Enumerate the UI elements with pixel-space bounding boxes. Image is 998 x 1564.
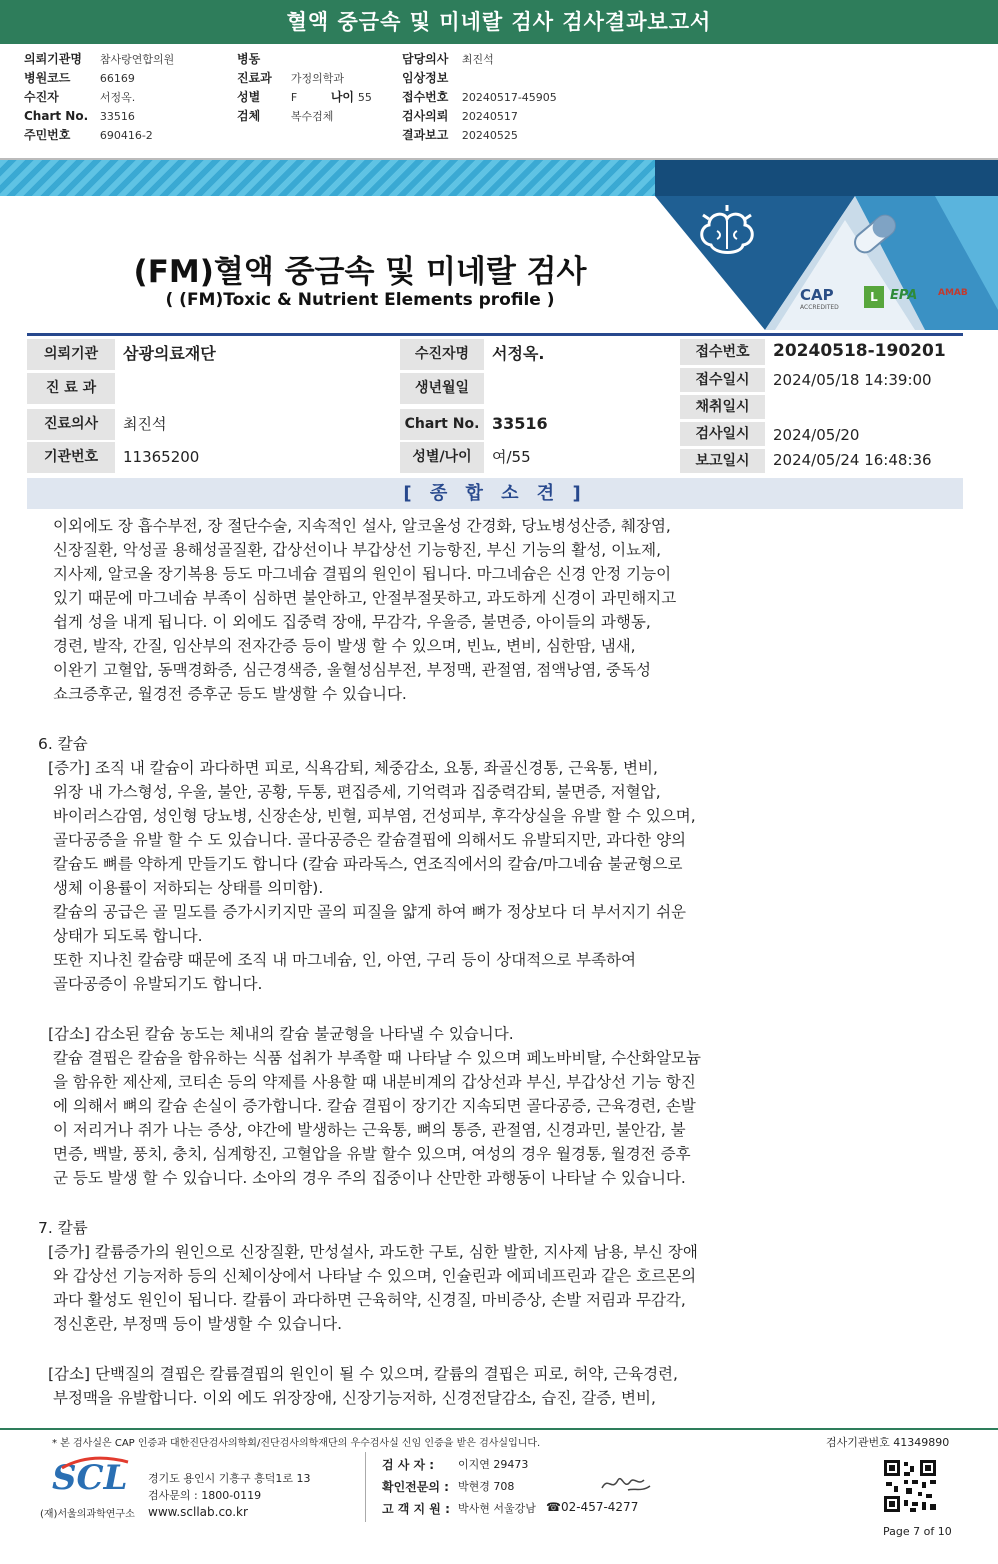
phone-icon: ☎ [546, 1500, 561, 1514]
label-birthdate: 생년월일 [400, 373, 484, 404]
body-line: 이완기 고혈압, 동맥경화증, 심근경색증, 울혈성심부전, 부정맥, 관절염, 점액낭염, 중독성 [53, 661, 651, 679]
info-key: 성별 [237, 90, 261, 104]
age-key: 나이 [330, 90, 355, 104]
body-line: 있기 때문에 마그네슘 부족이 심하면 불안하고, 안절부절못하고, 과도하게 신경이 과민해지고 [53, 589, 677, 607]
info-key: Chart No. [24, 109, 89, 123]
value-birthdate [484, 373, 676, 404]
body-line: 면증, 백발, 풍치, 충치, 심계항진, 고혈압을 유발 할수 있으며, 여성의 경우 월경통, 월경전 증후 [53, 1145, 691, 1163]
epa-logo: EPA [890, 288, 918, 303]
value-sex-age: 여/55 [492, 448, 531, 466]
value-receipt-no: 20240518-190201 [773, 341, 946, 361]
cap-logo-text: CAP [800, 286, 834, 304]
value-test-datetime: 2024/05/20 [773, 426, 860, 444]
top-info-col2 [237, 50, 372, 126]
info-key: 병동 [237, 52, 261, 66]
body-line: 와 갑상선 기능저하 등의 신체이상에서 나타날 수 있으며, 인슐린과 에피네프린과 같은 호르몬의 [53, 1267, 697, 1285]
footer-divider [365, 1452, 366, 1522]
body-line: 생체 이용률이 저하되는 상태를 의미함). [53, 879, 324, 897]
info-key: 수진자 [24, 90, 59, 104]
support-phone-group [546, 1500, 638, 1514]
info-key: 결과보고 [402, 128, 449, 142]
top-info-col1 [24, 50, 174, 145]
body-line: 지사제, 알코올 장기복용 등도 마그네슘 결핍의 원인이 됩니다. 마그네슘은 신경 안정 기능이 [53, 565, 672, 583]
cap-logo [800, 286, 839, 311]
info-value: 20240517 [461, 110, 518, 123]
body-line: [증가] 조직 내 칼슘이 과다하면 피로, 식욕감퇴, 체중감소, 요통, 좌골신경통, 근육통, 변비, [48, 759, 658, 777]
info-value: 20240525 [461, 129, 518, 142]
body-line: 바이러스감염, 성인형 당뇨병, 신장손상, 빈혈, 피부염, 건성피부, 후각상실을 유발 할 수 있으며, [53, 807, 696, 825]
label-receipt-datetime: 접수일시 [680, 368, 765, 392]
section-heading-calcium: 6. 칼슘 [38, 735, 88, 753]
info-value: 서정옥. [99, 91, 136, 104]
info-key: 검사의뢰 [402, 109, 449, 123]
body-line: [감소] 감소된 칼슘 농도는 체내의 칼슘 불균형을 나타낼 수 있습니다. [48, 1025, 514, 1043]
capsule-icon [846, 208, 904, 260]
info-key: 진료과 [237, 71, 272, 85]
info-value: 최진석 [461, 53, 494, 66]
specialist-value: 박현경 708 [458, 1480, 515, 1493]
body-line: 에 의해서 뼈의 칼슘 손실이 증가합니다. 칼슘 결핍이 장기간 지속되면 골다공증, 근육경련, 손발 [53, 1097, 696, 1115]
support-value: 박사현 서울강남 [458, 1502, 536, 1515]
label-department: 진 료 과 [27, 373, 115, 404]
label-org-number: 기관번호 [27, 442, 115, 473]
report-subtitle: ( (FM)Toxic & Nutrient Elements profile ) [165, 290, 555, 310]
info-value: 참사랑연합의원 [99, 53, 175, 66]
examiner-label: 검 사 자 : [382, 1458, 435, 1472]
info-value: 33516 [99, 110, 135, 123]
doctor-signature [598, 1470, 654, 1496]
footer-notice: * 본 검사실은 CAP 인증과 대한진단검사의학회/진단검사의학재단의 우수검사실 신임 인증을 받은 검사실입니다. [52, 1438, 541, 1449]
footer-org-name: (재)서울의과학연구소 [40, 1509, 135, 1520]
info-value: 가정의학과 [290, 72, 344, 85]
value-org-number: 11365200 [123, 448, 200, 466]
body-line: 이 저리거나 쥐가 나는 증상, 야간에 발생하는 근육통, 뼈의 통증, 관절염, 신경과민, 불안감, 불 [53, 1121, 686, 1139]
info-key: 검체 [237, 109, 261, 123]
body-line: 골다공증이 유발되기도 합니다. [53, 975, 263, 993]
summary-heading: [ 종 합 소 견 ] [27, 478, 963, 509]
support-label: 고 객 지 원 : [382, 1502, 450, 1516]
amab-logo: AMAB [938, 288, 968, 298]
scl-logo-swoosh [60, 1456, 130, 1470]
value-chart-no: 33516 [492, 414, 548, 433]
examiner-value: 이지연 29473 [458, 1458, 529, 1471]
label-chart-no: Chart No. [400, 409, 484, 440]
info-key: 임상정보 [402, 71, 449, 85]
page-number: Page 7 of 10 [883, 1525, 952, 1538]
footer-address: 경기도 용인시 기흥구 흥덕1로 13 [148, 1472, 311, 1485]
body-line: 골다공증을 유발 할 수 도 있습니다. 골다공증은 칼슘결핍에 의해서도 유발되지만, 과다한 양의 [53, 831, 687, 849]
label-patient-name: 수진자명 [400, 339, 484, 370]
body-line: 신장질환, 악성골 용해성골질환, 갑상선이나 부갑상선 기능항진, 부신 기능의 활성, 이뇨제, [53, 541, 662, 559]
support-phone: 02-457-4277 [560, 1500, 639, 1514]
body-line: 위장 내 가스형성, 우울, 불안, 공황, 두통, 편집증세, 기억력과 집중력감퇴, 불면증, 저혈압, [53, 783, 661, 801]
lm-logo-icon: L [864, 286, 884, 308]
body-line: 부정맥을 유발합니다. 이외 에도 위장장애, 신장기능저하, 신경전달감소, 습진, 갈증, 변비, [53, 1389, 656, 1407]
body-line: 을 함유한 제산제, 코티손 등의 약제를 사용할 때 내분비계의 갑상선과 부신, 부갑상선 기능 항진 [53, 1073, 696, 1091]
value-patient-name: 서정옥. [492, 344, 545, 363]
body-line: 이외에도 장 흡수부전, 장 절단수술, 지속적인 설사, 알코올성 간경화, 당뇨병성산증, 췌장염, [53, 517, 671, 535]
info-value: 690416-2 [99, 129, 153, 142]
label-sex-age: 성별/나이 [400, 442, 484, 473]
footer-website: www.scllab.co.kr [148, 1505, 248, 1519]
info-key: 접수번호 [402, 90, 449, 104]
table-top-rule [27, 333, 963, 336]
info-key: 주민번호 [24, 128, 71, 142]
body-line: 쉽게 성을 내게 됩니다. 이 외에도 집중력 장애, 무감각, 우울증, 불면증, 아이들의 과행동, [53, 613, 651, 631]
body-line: 칼슘도 뼈를 약하게 만들기도 합니다 (칼슘 파라독스, 연조직에서의 칼슘/마그네슘 불균형으로 [53, 855, 683, 873]
body-line: [증가] 칼륨증가의 원인으로 신장질환, 만성설사, 과도한 구토, 심한 발한, 지사제 남용, 부신 장애 [48, 1243, 698, 1261]
body-line: [감소] 단백질의 결핍은 칼륨결핍의 원인이 될 수 있으며, 칼륨의 결핍은 피로, 허약, 근육경련, [48, 1365, 678, 1383]
scl-logo: SCL [52, 1458, 128, 1498]
info-key: 병원코드 [24, 71, 71, 85]
footer-phone: 검사문의 : 1800-0119 [148, 1489, 262, 1502]
label-doctor: 진료의사 [27, 409, 115, 440]
body-line: 군 등도 발생 할 수 있습니다. 소아의 경우 주의 집중이나 산만한 과행동이 나타날 수 있습니다. [53, 1169, 686, 1187]
info-key: 담당의사 [402, 52, 449, 66]
top-info-col3 [402, 50, 557, 145]
section-heading-potassium: 7. 칼륨 [38, 1219, 88, 1237]
info-value: 66169 [99, 72, 135, 85]
info-key: 의뢰기관명 [24, 52, 82, 66]
top-info-block [0, 44, 998, 160]
label-collection-datetime: 채취일시 [680, 395, 765, 419]
label-referring-org: 의뢰기관 [27, 339, 115, 370]
report-banner-title: 혈액 중금속 및 미네랄 검사 검사결과보고서 [0, 0, 998, 44]
cap-logo-sub: ACCREDITED [800, 304, 839, 311]
qr-code [882, 1458, 938, 1514]
label-receipt-no: 접수번호 [680, 339, 765, 365]
specialist-label: 확인전문의 : [382, 1480, 449, 1494]
info-value: 20240517-45905 [461, 91, 557, 104]
body-line: 또한 지나친 칼슘량 때문에 조직 내 마그네슘, 인, 아연, 구리 등이 상대적으로 부족하여 [53, 951, 636, 969]
value-department [115, 373, 398, 404]
value-collection-datetime [765, 393, 963, 421]
footer-rule [0, 1428, 998, 1430]
report-title: (FM)혈액 중금속 및 미네랄 검사 [133, 254, 587, 290]
value-doctor: 최진석 [123, 415, 167, 433]
info-value: F [290, 91, 298, 104]
value-receipt-datetime: 2024/05/18 14:39:00 [773, 371, 932, 389]
label-report-datetime: 보고일시 [680, 449, 765, 473]
body-line: 경련, 발작, 간질, 임산부의 전자간증 등이 발생 할 수 있으며, 빈뇨, 변비, 심한땀, 냄새, [53, 637, 636, 655]
value-report-datetime: 2024/05/24 16:48:36 [773, 451, 932, 469]
age-value: 55 [357, 91, 372, 104]
body-line: 칼슘의 공급은 골 밀도를 증가시키지만 골의 피질을 얇게 하여 뼈가 정상보다 더 부서지기 쉬운 [53, 903, 687, 921]
footer-agency-number: 검사기관번호 41349890 [826, 1436, 950, 1449]
value-referring-org: 삼광의료재단 [123, 344, 216, 363]
body-line: 쇼크증후군, 월경전 증후군 등도 발생할 수 있습니다. [53, 685, 407, 703]
body-line: 과다 활성도 원인이 됩니다. 칼륨이 과다하면 근육허약, 신경질, 마비증상, 손발 저림과 무감각, [53, 1291, 686, 1309]
info-value: 복수검체 [290, 110, 334, 123]
body-line: 상태가 되도록 합니다. [53, 927, 203, 945]
body-line: 정신혼란, 부정맥 등이 발생할 수 있습니다. [53, 1315, 343, 1333]
label-test-datetime: 검사일시 [680, 422, 765, 446]
body-line: 칼슘 결핍은 칼슘을 함유하는 식품 섭취가 부족할 때 나타날 수 있으며 페노바비탈, 수산화알모늄 [53, 1049, 702, 1067]
